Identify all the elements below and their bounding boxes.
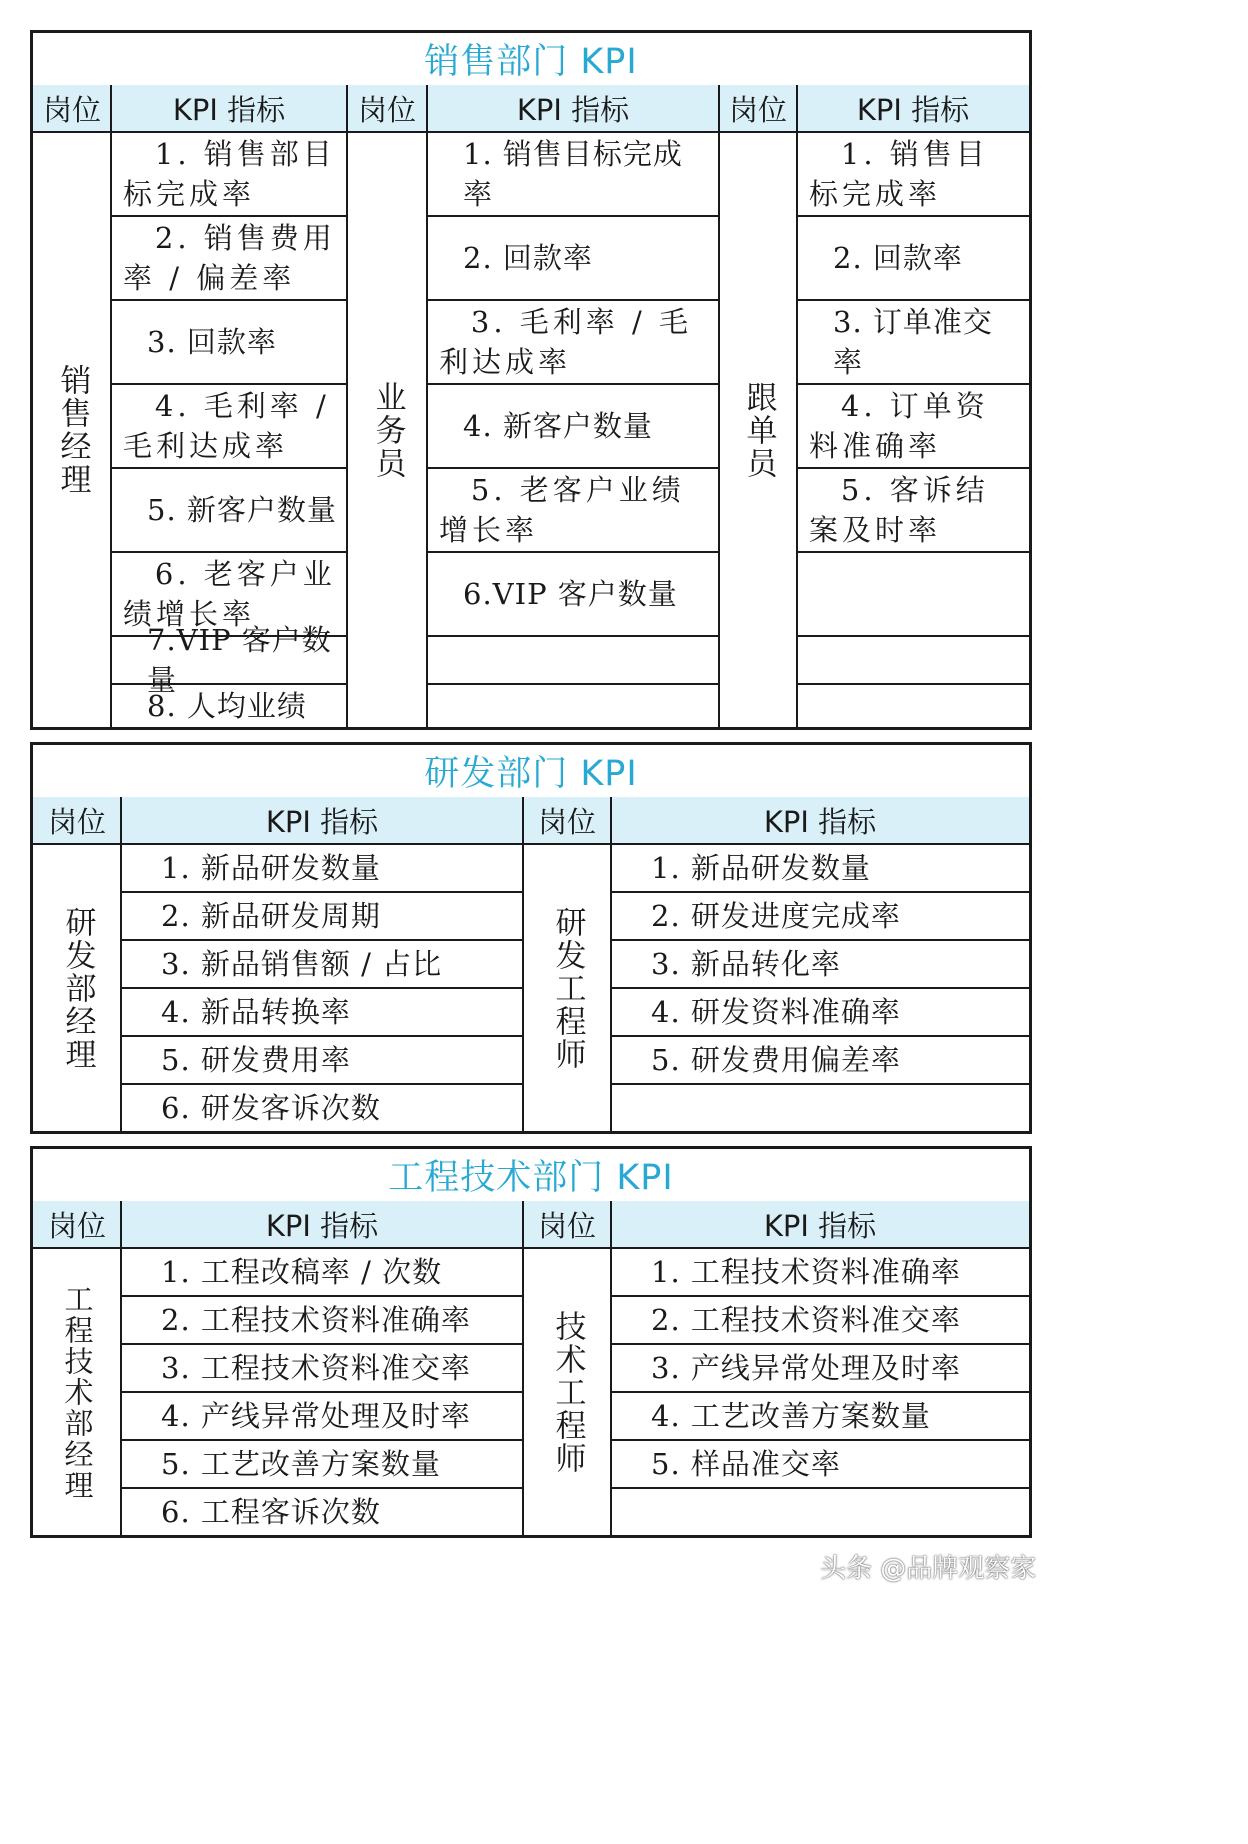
kpi-cell: 2. 工程技术资料准确率: [161, 1303, 471, 1337]
kpi-cell: 4. 订单资料准确率: [809, 389, 989, 463]
header-kpi: KPI 指标: [611, 797, 1029, 845]
kpi-cell: 1. 销售目标完成率: [809, 137, 989, 211]
header-position: 岗位: [523, 797, 611, 845]
kpi-cell: 2. 回款率: [833, 241, 963, 275]
kpi-cell: 3. 工程技术资料准交率: [161, 1351, 471, 1385]
kpi-cell: 3. 回款率: [147, 325, 277, 359]
kpi-cell: 6. 工程客诉次数: [161, 1495, 381, 1529]
kpi-cell: 1. 工程改稿率 / 次数: [161, 1255, 443, 1289]
kpi-cell: 3. 新品转化率: [651, 947, 841, 981]
role-order-follower: 跟单员: [740, 380, 777, 480]
kpi-cell: 2. 工程技术资料准交率: [651, 1303, 961, 1337]
kpi-cell: 5. 工艺改善方案数量: [161, 1447, 441, 1481]
kpi-cell: 5. 研发费用偏差率: [651, 1043, 901, 1077]
kpi-cell: 4. 毛利率 / 毛利达成率: [123, 389, 330, 463]
role-engineering-manager: 工程技术部经理: [60, 1283, 95, 1501]
kpi-cell: 3. 毛利率 / 毛利达成率: [439, 305, 692, 379]
kpi-cell: 1. 新品研发数量: [161, 851, 381, 885]
kpi-cell: 5. 样品准交率: [651, 1447, 841, 1481]
role-tech-engineer: 技术工程师: [549, 1309, 586, 1475]
kpi-cell: 5. 老客户业绩增长率: [439, 473, 685, 547]
kpi-cell: 5. 新客户数量: [147, 493, 337, 527]
role-rd-manager: 研发部经理: [59, 905, 96, 1071]
kpi-cell: 3. 订单准交率: [833, 305, 993, 379]
header-kpi: KPI 指标: [111, 85, 347, 133]
header-position: 岗位: [33, 1201, 121, 1249]
kpi-cell: 4. 工艺改善方案数量: [651, 1399, 931, 1433]
kpi-cell: 3. 新品销售额 / 占比: [161, 947, 443, 981]
kpi-cell: 2. 新品研发周期: [161, 899, 381, 933]
sales-table-title: 销售部门 KPI: [33, 33, 1029, 87]
kpi-cell: 5. 研发费用率: [161, 1043, 351, 1077]
kpi-cell: 3. 产线异常处理及时率: [651, 1351, 961, 1385]
kpi-cell: 8. 人均业绩: [147, 689, 307, 723]
kpi-cell: 2. 研发进度完成率: [651, 899, 901, 933]
header-position: 岗位: [523, 1201, 611, 1249]
kpi-cell: 4. 新客户数量: [463, 409, 653, 443]
header-position: 岗位: [33, 797, 121, 845]
rd-kpi-table: [30, 742, 1032, 1134]
engineering-kpi-table: [30, 1146, 1032, 1538]
role-rd-engineer: 研发工程师: [549, 905, 586, 1071]
kpi-cell: 2. 回款率: [463, 241, 593, 275]
header-position: 岗位: [33, 85, 111, 133]
kpi-cell: 1. 工程技术资料准确率: [651, 1255, 961, 1289]
kpi-cell: 1. 新品研发数量: [651, 851, 871, 885]
header-position: 岗位: [347, 85, 427, 133]
role-sales-manager: 销售经理: [54, 364, 91, 496]
kpi-cell: 4. 新品转换率: [161, 995, 351, 1029]
watermark: 头条 @品牌观察家: [820, 1554, 1037, 1584]
header-kpi: KPI 指标: [797, 85, 1029, 133]
kpi-cell: 4. 产线异常处理及时率: [161, 1399, 471, 1433]
kpi-cell: 6.VIP 客户数量: [463, 577, 678, 611]
role-salesperson: 业务员: [369, 380, 406, 480]
kpi-cell: 1. 销售目标完成率: [463, 137, 683, 211]
kpi-cell: 7.VIP 客户数量: [147, 623, 332, 697]
kpi-cell: 6. 研发客诉次数: [161, 1091, 381, 1125]
header-kpi: KPI 指标: [611, 1201, 1029, 1249]
sales-kpi-table: [30, 30, 1032, 730]
rd-table-title: 研发部门 KPI: [33, 745, 1029, 799]
kpi-cell: 2. 销售费用率 / 偏差率: [123, 221, 336, 295]
header-kpi: KPI 指标: [427, 85, 719, 133]
kpi-cell: 4. 研发资料准确率: [651, 995, 901, 1029]
kpi-cell: 6. 老客户业绩增长率: [123, 557, 336, 631]
engineering-table-title: 工程技术部门 KPI: [33, 1149, 1029, 1203]
kpi-cell: 5. 客诉结案及时率: [809, 473, 989, 547]
kpi-cell: 1. 销售部目标完成率: [123, 137, 336, 211]
header-kpi: KPI 指标: [121, 1201, 523, 1249]
header-kpi: KPI 指标: [121, 797, 523, 845]
header-position: 岗位: [719, 85, 797, 133]
